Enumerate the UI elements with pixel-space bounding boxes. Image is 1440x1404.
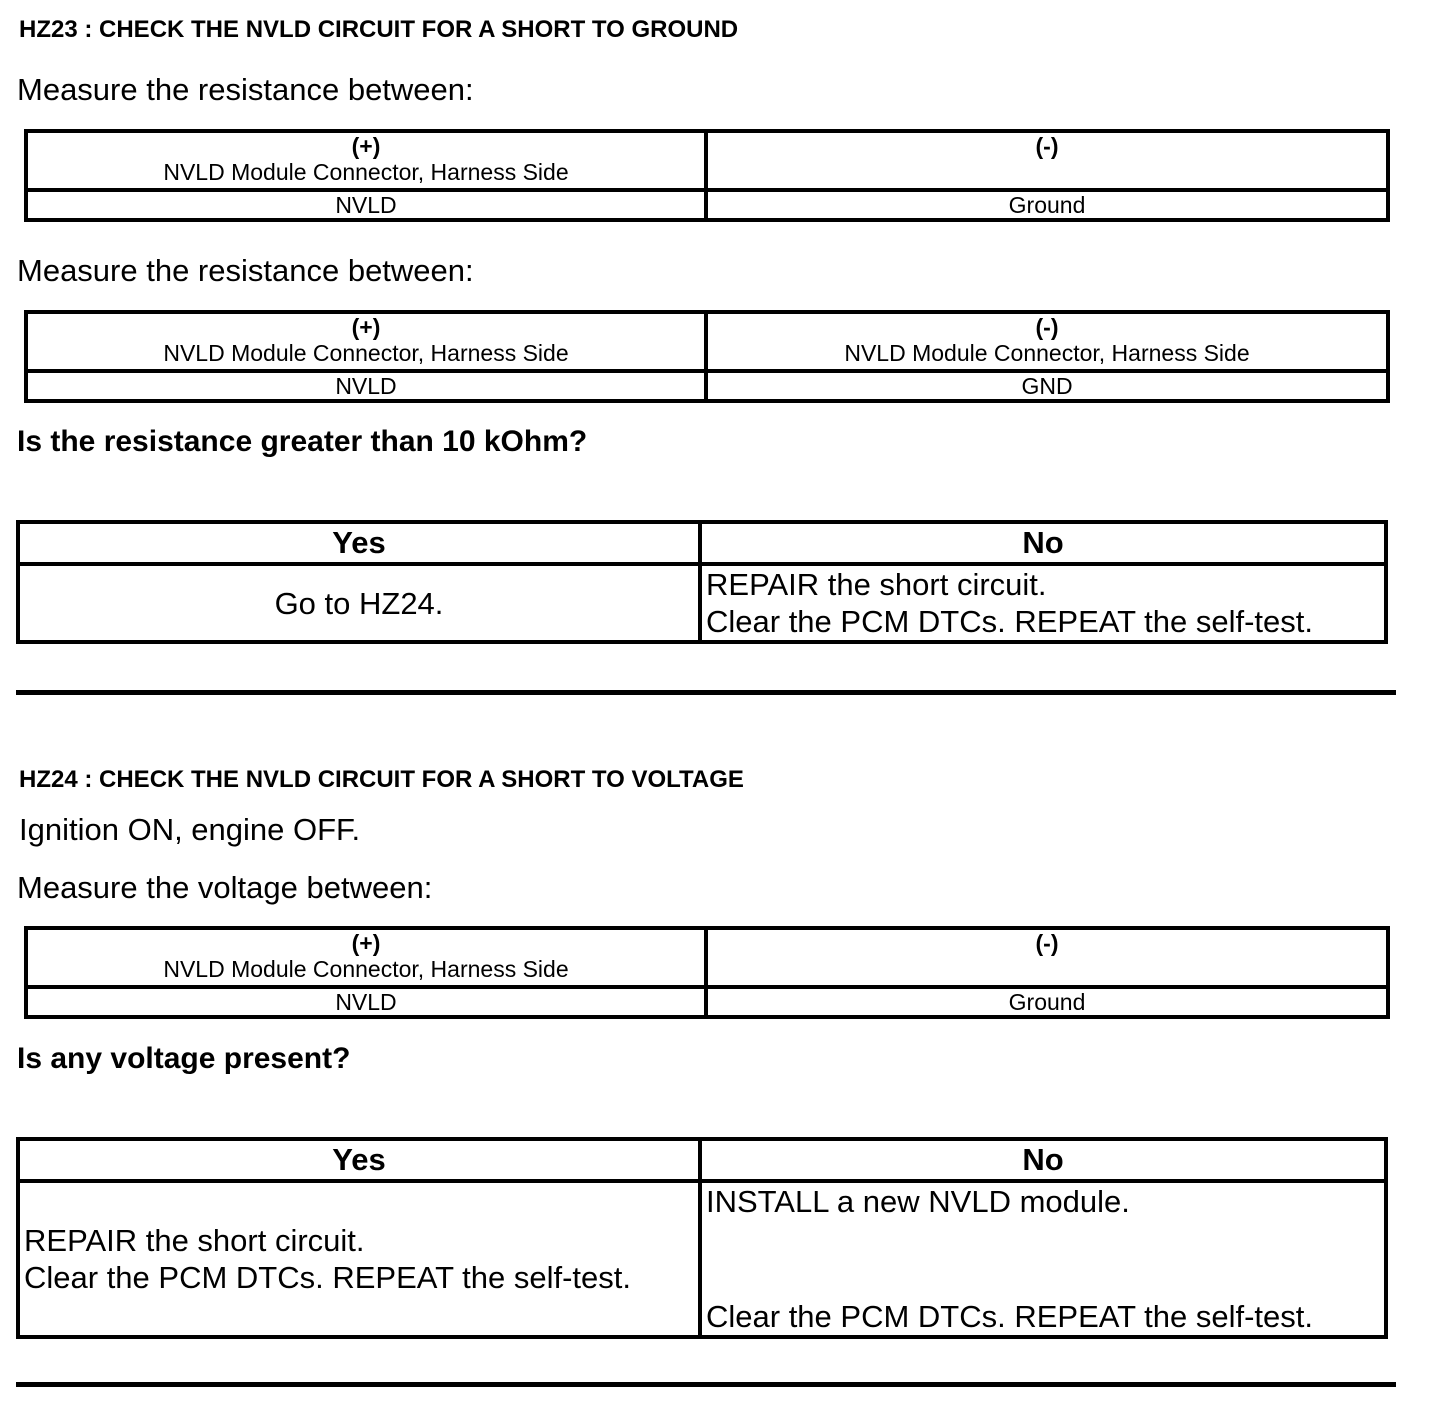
no-action-line2: Clear the PCM DTCs. REPEAT the self-test. [706, 604, 1313, 639]
hz24-result-table [16, 1137, 1388, 1339]
yes-header: Yes [18, 522, 700, 564]
yes-header: Yes [18, 1139, 700, 1181]
hz24-measure-intro: Measure the voltage between: [17, 870, 433, 905]
plus-value: NVLD [26, 190, 706, 220]
section-divider [16, 1382, 1396, 1387]
hz23-measure1-table [24, 129, 1390, 222]
hz24-question: Is any voltage present? [17, 1042, 351, 1075]
no-header: No [700, 1139, 1386, 1181]
yes-action-line1: REPAIR the short circuit. [24, 1223, 365, 1258]
minus-symbol: (-) [1035, 314, 1059, 340]
minus-value: GND [706, 371, 1388, 401]
plus-label: NVLD Module Connector, Harness Side [163, 956, 569, 982]
minus-value: Ground [706, 987, 1388, 1017]
hz23-result-table [16, 520, 1388, 644]
no-header: No [700, 522, 1386, 564]
minus-value: Ground [706, 190, 1388, 220]
plus-value: NVLD [26, 987, 706, 1017]
section-divider [16, 690, 1396, 695]
hz23-title: HZ23 : CHECK THE NVLD CIRCUIT FOR A SHORT TO GROUND [19, 16, 739, 43]
hz23-measure2-table [24, 310, 1390, 403]
plus-header-cell [26, 312, 706, 371]
plus-symbol: (+) [351, 314, 381, 340]
yes-action: Go to HZ24. [18, 564, 700, 642]
no-action-line1: REPAIR the short circuit. [706, 567, 1047, 602]
plus-label: NVLD Module Connector, Harness Side [163, 340, 569, 366]
minus-symbol: (-) [1035, 133, 1059, 159]
yes-action-line2: Clear the PCM DTCs. REPEAT the self-test. [24, 1260, 631, 1295]
no-action-line2: Clear the PCM DTCs. REPEAT the self-test. [706, 1299, 1313, 1334]
no-action-cell [700, 1181, 1386, 1337]
minus-header-cell [706, 312, 1388, 371]
minus-header-cell [706, 131, 1388, 190]
hz23-measure2-intro: Measure the resistance between: [17, 253, 474, 288]
plus-symbol: (+) [351, 133, 381, 159]
hz23-measure1-intro: Measure the resistance between: [17, 72, 474, 107]
hz24-measure-table [24, 926, 1390, 1019]
minus-header-cell [706, 928, 1388, 987]
plus-header-cell [26, 928, 706, 987]
hz24-step: Ignition ON, engine OFF. [19, 812, 361, 847]
plus-label: NVLD Module Connector, Harness Side [163, 159, 569, 185]
plus-header-cell [26, 131, 706, 190]
no-action-cell [700, 564, 1386, 642]
minus-symbol: (-) [1035, 930, 1059, 956]
hz24-title: HZ24 : CHECK THE NVLD CIRCUIT FOR A SHORT TO VOLTAGE [19, 766, 744, 793]
minus-label: NVLD Module Connector, Harness Side [844, 340, 1250, 366]
plus-value: NVLD [26, 371, 706, 401]
plus-symbol: (+) [351, 930, 381, 956]
hz23-question: Is the resistance greater than 10 kOhm? [17, 425, 588, 458]
no-action-line1: INSTALL a new NVLD module. [706, 1184, 1130, 1219]
yes-action-cell [18, 1181, 700, 1337]
